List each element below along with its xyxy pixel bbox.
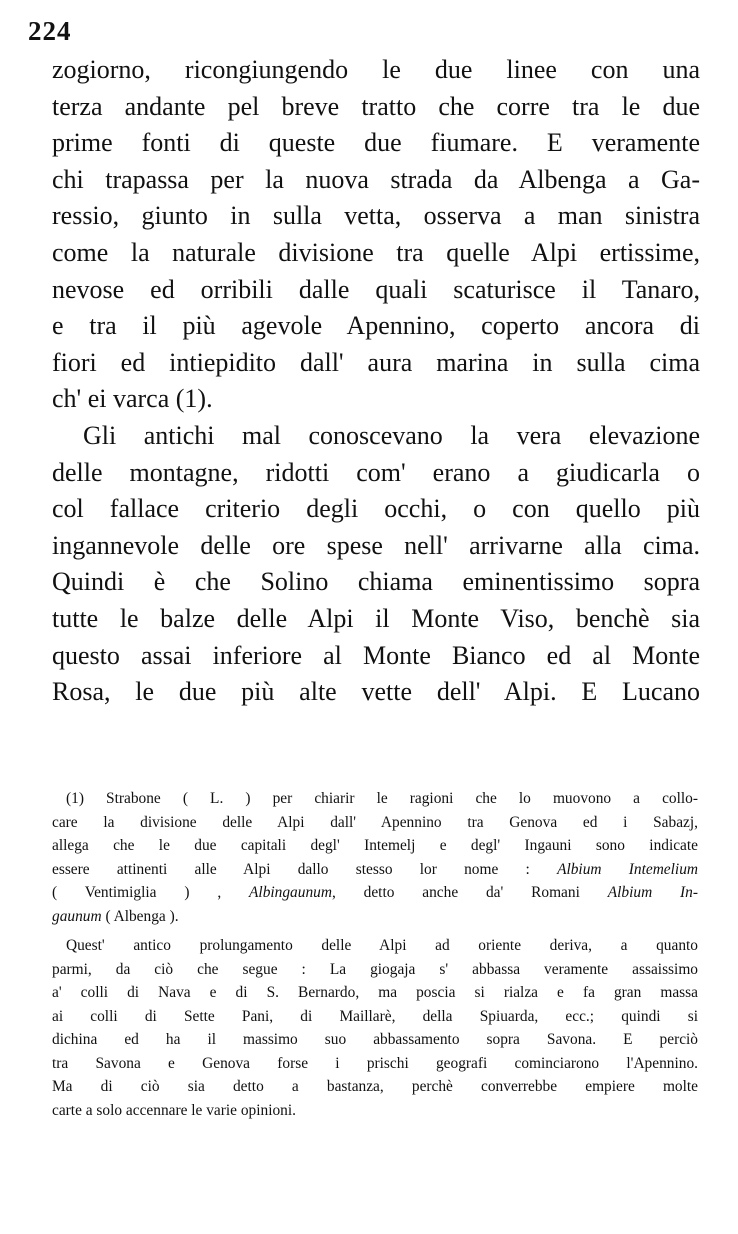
footnote-text: ( Albenga ). (105, 907, 179, 925)
footnote-text: , detto anche da' Romani (331, 884, 580, 901)
footnote-text: essere attinenti alle Alpi dallo stesso lor nome : (52, 860, 530, 878)
footnotes (52, 787, 698, 1122)
body-line: terza andante pel breve tratto che corre tra le due (52, 91, 700, 121)
body-line: nevose ed orribili dalle quali scaturisce il Tanaro, (52, 274, 700, 304)
footnote-italic-term: gaunum (52, 907, 102, 925)
footnote-line: Quest' antico prolungamento delle Alpi ad oriente deriva, a quanto (66, 937, 698, 954)
footnote-line: dichina ed ha il massimo suo abbassamento sopra Savona. E perciò (52, 1031, 698, 1048)
body-line: questo assai inferiore al Monte Bianco ed al Monte (52, 640, 700, 670)
footnote-text: ( Ventimiglia ) , (52, 884, 222, 901)
footnote-line: Ma di ciò sia detto a bastanza, perchè converrebbe empiere molte (52, 1078, 698, 1095)
footnote-line: ai colli di Sette Pani, di Maillarè, della Spiuarda, ecc.; quindi si (52, 1007, 698, 1025)
footnote-line (52, 858, 698, 882)
body-line: ch' ei varca (1). (52, 384, 213, 414)
footnote-line: tra Savona e Genova forse i prischi geografi cominciarono l'Apennino. (52, 1054, 698, 1072)
body-line: delle montagne, ridotti com' erano a giudicarla o (52, 457, 700, 487)
body-line: Gli antichi mal conoscevano la vera elevazione (83, 420, 700, 450)
footnote-line: allega che le due capitali degl' Intemelj e degl' Ingauni sono indicate (52, 837, 698, 854)
footnote-italic-term: Albium In- (607, 884, 698, 901)
body-line: ressio, giunto in sulla vetta, osserva a man sinistra (52, 201, 700, 231)
footnote-italic-term: Albium Intemelium (557, 860, 698, 878)
footnote-line: carte a solo accennare le varie opinioni. (52, 1101, 296, 1119)
body-line: col fallace criterio degli occhi, o con quello più (52, 494, 700, 524)
body-line: e tra il più agevole Apennino, coperto ancora di (52, 311, 700, 341)
footnote-line (52, 881, 698, 905)
footnote-line: a' colli di Nava e di S. Bernardo, ma poscia si rialza e fa gran massa (52, 984, 698, 1001)
body-line: tutte le balze delle Alpi il Monte Viso, benchè sia (52, 603, 700, 633)
body-text (52, 52, 700, 711)
footnote-line (52, 905, 698, 929)
body-line: prime fonti di queste due fiumare. E veramente (52, 128, 700, 158)
body-line: Quindi è che Solino chiama eminentissimo sopra (52, 567, 700, 597)
body-line: ingannevole delle ore spese nell' arrivarne alla cima. (52, 530, 700, 560)
body-line: Rosa, le due più alte vette dell' Alpi. E Lucano (52, 677, 700, 707)
page-number: 224 (28, 16, 72, 46)
body-line: chi trapassa per la nuova strada da Albenga a Ga- (52, 164, 700, 194)
body-line: fiori ed intiepidito dall' aura marina in sulla cima (52, 347, 700, 377)
footnote-line: care la divisione delle Alpi dall' Apennino tra Genova ed i Sabazj, (52, 813, 698, 831)
footnote-line: (1) Strabone ( L. ) per chiarir le ragioni che lo muovono a collo- (66, 790, 698, 807)
body-line: zogiorno, ricongiungendo le due linee con una (52, 55, 700, 84)
body-line: come la naturale divisione tra quelle Alpi ertissime, (52, 237, 700, 267)
footnote-line: parmi, da ciò che segue : La giogaja s' abbassa veramente assaissimo (52, 960, 698, 978)
footnote-italic-term: Albingaunum (249, 884, 332, 901)
